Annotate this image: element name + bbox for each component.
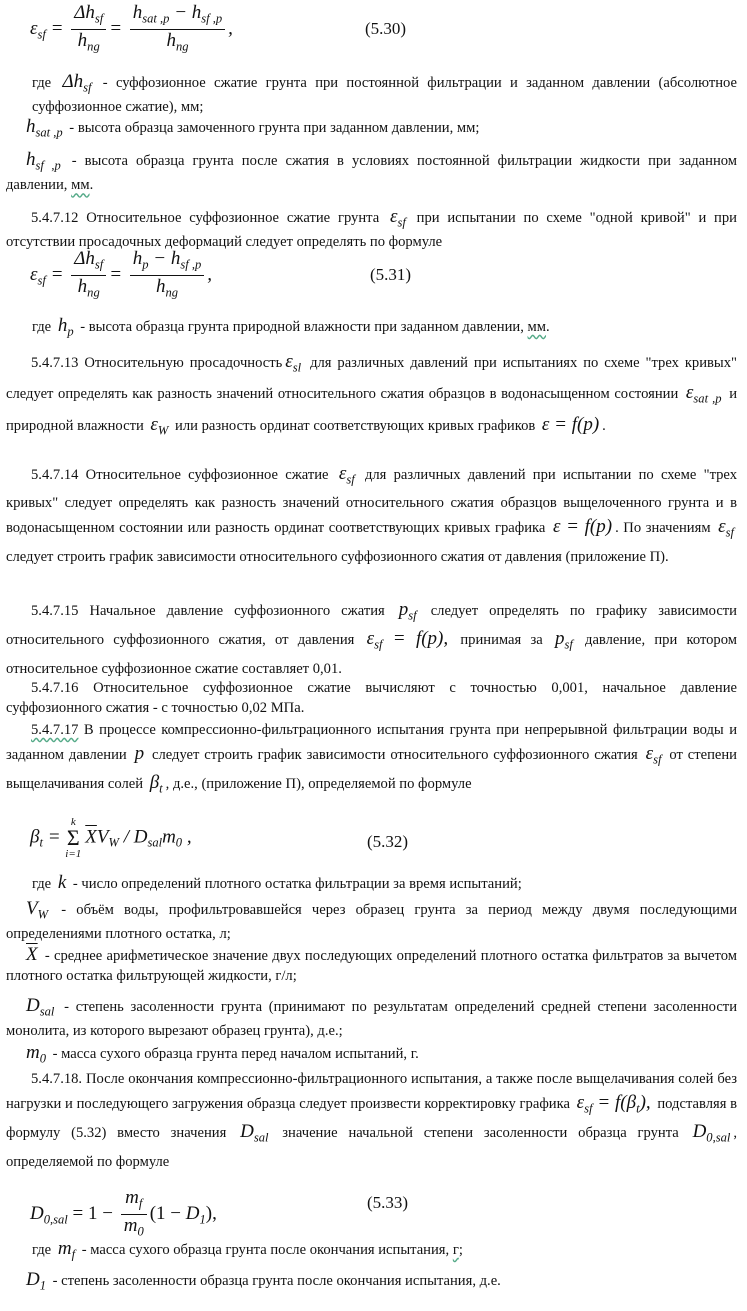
equation-number: (5.30) (365, 19, 407, 38)
paragraph: $m_0$ - масса сухого образца грунта перед началом испытаний, г. (26, 1042, 419, 1066)
paragraph-5-4-7-17: 5.4.7.17 В процессе компрессионно-фильтрационного испытания грунта при непрерывной фильтрации воды и заданном давлении p следует строить график зависимости относительного суффозионного сжатия $\varepsilon_{sf}$ от степени выщелачивания солей $\beta_t$ , д.е., (приложение П), определяемой по формуле (6, 722, 737, 796)
paragraph: где $\Delta h_{sf}$ - суффозионное сжатие грунта при постоянной фильтрации и заданном давлении (абсолютное суффозионное сжатие), мм; (32, 71, 737, 116)
equation-5-33: $D_{0,sal} = 1$ − $\frac{m_f}{m_0}$ $(1 - D_1)$, (30, 1187, 217, 1239)
equation-5-30: $\varepsilon_{sf}$ = $\frac{\Delta h_{sf}}{h_{ng}}$ = $\frac{h_{sat ,p} - h_{sf ,p}}{h_{ng}}$ , (30, 2, 233, 54)
equation-number: (5.32) (367, 832, 409, 851)
paragraph-5-4-7-12: 5.4.7.12 Относительное суффозионное сжатие грунта $\varepsilon_{sf}$ при испытании по схеме "одной кривой" и при отсутствии просадочных деформаций следует определять по формуле (6, 206, 737, 251)
paragraph: где $m_f$ - масса сухого образца грунта после окончания испытания, г; (32, 1238, 463, 1262)
paragraph: $\overline{X}$ - среднее арифметическое значение двух последующих определений плотного остатка фильтратов за вычетом плотного остатка фильтрующей жидкости, г/л; (6, 944, 737, 984)
paragraph-5-4-7-14: 5.4.7.14 Относительное суффозионное сжатие $\varepsilon_{sf}$ для различных давлений при испытании по схеме "трех кривых" следует определять как разность значений относительного сжатия образцов выщелоченного грунта и в водонасыщенном состоянии или разность ординат соответствующих кривых графика ε = f(p) . По значениям $\varepsilon_{sf}$ следует строить график зависимости относительного суффозионного сжатия от давления (приложение П). (6, 463, 738, 565)
equation-5-31: $\varepsilon_{sf}$ = $\frac{\Delta h_{sf}}{h_{ng}}$ = $\frac{h_p - h_{sf ,p}}{h_{ng}}$ , (30, 248, 213, 300)
paragraph: $D_1$ - степень засоленности образца грунта после окончания испытания, д.е. (26, 1269, 501, 1293)
paragraph-5-4-7-18: 5.4.7.18. После окончания компрессионно-фильтрационного испытания, а также после выщелачивания солей без нагрузки и последующего загружения образца следует произвести корректировку графика $\varepsilon_{sf} = f(\beta_t)$, подставляя в формулу (5.32) вместо значения $D_{sal}$ значение начальной степени засоленности образца грунта $D_{0,sal}$ , определяемой по формуле (6, 1071, 738, 1170)
equation-5-32: $\beta_t$ = k Σ i=1 $\overline{X}V_W / D_{sal}m_0$ , (30, 816, 192, 860)
equation-number: (5.33) (367, 1193, 409, 1212)
paragraph-5-4-7-16: 5.4.7.16 Относительное суффозионное сжатие вычисляют с точностью 0,001, начальное давление суффозионного сжатия - с точностью 0,02 МПа. (6, 680, 737, 716)
paragraph-5-4-7-13: 5.4.7.13 Относительную просадочность $\varepsilon_{sl}$ для различных давлений при испытаниях по схеме "трех кривых" следует определять как разность значений относительного сжатия образцов в водонасыщенном состоянии $\varepsilon_{sat ,p}$ и природной влажности $\varepsilon_W$ или разность ординат соответствующих кривых графиков ε = f(p) . (6, 351, 738, 438)
paragraph: $V_W$ - объём воды, профильтровавшейся через образец грунта за период между двумя последующими определениями плотного остатка, л; (6, 898, 737, 943)
paragraph-5-4-7-15: 5.4.7.15 Начальное давление суффозионного сжатия $p_{sf}$ следует определять по графику зависимости относительного суффозионного сжатия, от давления $\varepsilon_{sf} = f(p)$, принимая за $p_{sf}$ давление, при котором относительное суффозионное сжатие составляет 0,01. (6, 599, 737, 677)
paragraph: $D_{sal}$ - степень засоленности грунта (принимают по результатам определений средней степени засоленности монолита, из которого вырезают образец грунта), д.е.; (6, 995, 737, 1040)
equation-number: (5.31) (370, 265, 412, 284)
paragraph: где $h_p$ - высота образца грунта природной влажности при заданном давлении, мм. (32, 315, 550, 339)
paragraph: $h_{sf ,p}$ - высота образца грунта после сжатия в условиях постоянной фильтрации жидкости при заданном давлении, мм. (6, 149, 738, 194)
paragraph: где k - число определений плотного остатка фильтрации за время испытаний; (32, 872, 522, 893)
paragraph: $h_{sat ,p}$ - высота образца замоченного грунта при заданном давлении, мм; (26, 116, 480, 140)
